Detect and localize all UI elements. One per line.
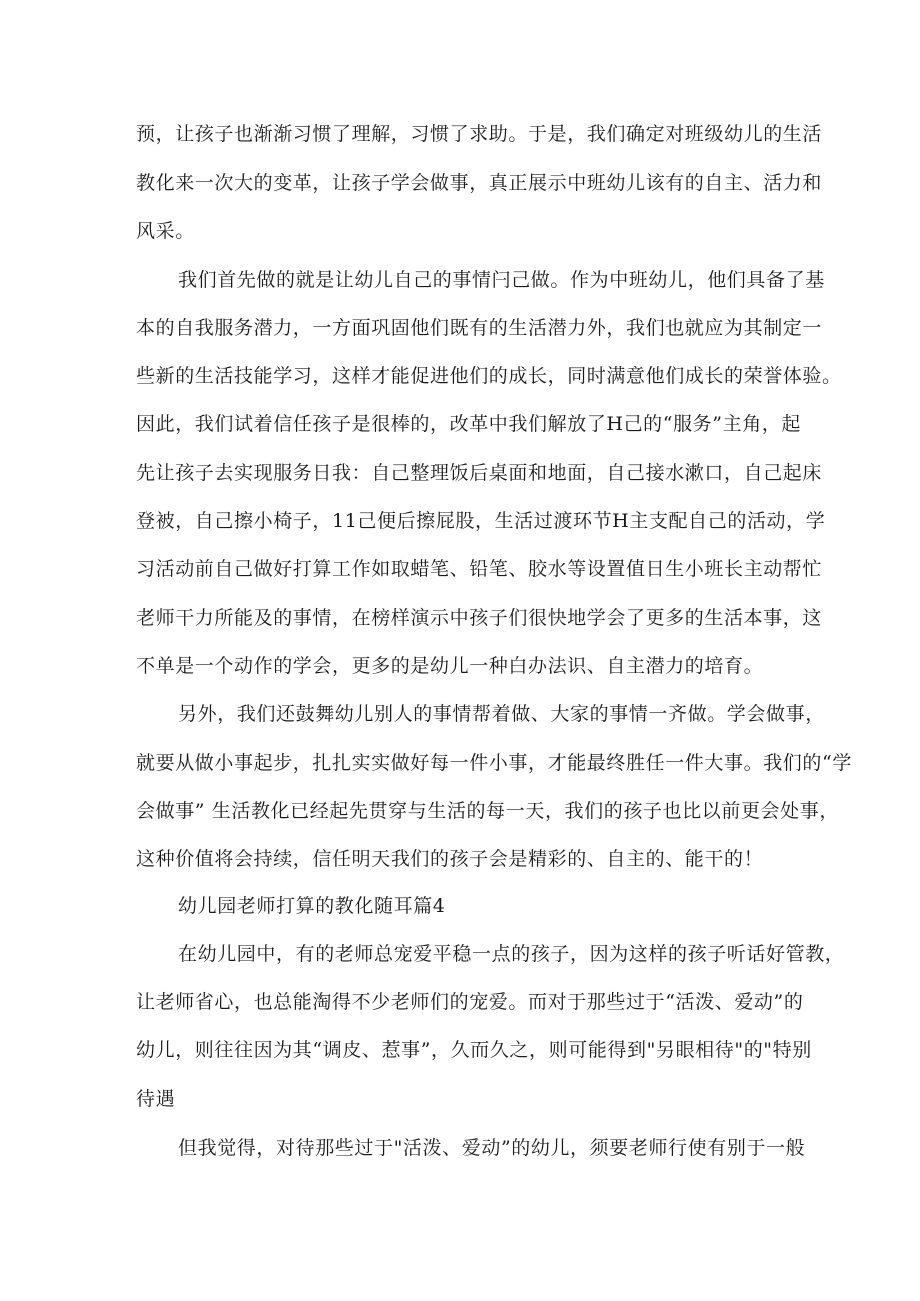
paragraph-line: 先让孩子去实现服务日我：自己整理饭后桌面和地面，自己接水漱口，自己起床 bbox=[136, 462, 823, 484]
paragraph-line: 教化来一次大的变革，让孩子学会做事，真正展示中班幼儿该有的自主、活力和 bbox=[136, 172, 823, 194]
paragraph-line: 待遇 bbox=[136, 1088, 176, 1110]
paragraph-line: 因此，我们试着信任孩子是很棒的，改革中我们解放了H己的“服务”主角，起 bbox=[136, 413, 801, 435]
paragraph-line: 不单是一个动作的学会，更多的是幼儿一种白办法识、自主潜力的培育。 bbox=[136, 655, 764, 677]
paragraph-line: 幼儿，则往往因为其“调皮、惹事”，久而久之，则可能得到"另眼相待"的"特别 bbox=[136, 1039, 812, 1061]
paragraph-line: 就要从做小事起步，扎扎实实做好每一件小事，才能最终胜任一件大事。我们的“学 bbox=[136, 752, 852, 774]
paragraph-line: 在幼儿园中，有的老师总宠爱平稳一点的孩子，因为这样的孩子听话好管教， bbox=[178, 943, 845, 965]
paragraph-line: 老师干力所能及的事情，在榜样演示中孩子们很快地学会了更多的生活本事，这 bbox=[136, 607, 823, 629]
paragraph-line: 这种价值将会持续，信任明天我们的孩子会是精彩的、自主的、能干的！ bbox=[136, 848, 764, 870]
paragraph-line: 习活动前自己做好打算工作如取蜡笔、铅笔、胶水等设置值日生小班长主动帮忙 bbox=[136, 558, 823, 580]
paragraph-line: 本的自我服务潜力，一方面巩固他们既有的生活潜力外，我们也就应为其制定一 bbox=[136, 317, 823, 339]
paragraph-line: 我们首先做的就是让幼儿自己的事情闩己做。作为中班幼儿，他们具备了基 bbox=[178, 269, 825, 291]
paragraph-line: 让老师省心，也总能淘得不少老师们的宠爱。而对于那些过于“活泼、爱动”的 bbox=[136, 991, 804, 1013]
paragraph-line: 风采。 bbox=[136, 220, 195, 242]
section-heading: 幼儿园老师打算的教化随耳篇4 bbox=[178, 895, 446, 917]
paragraph-line: 预，让孩子也渐渐习惯了理解，习惯了求助。于是，我们确定对班级幼儿的生活 bbox=[136, 123, 823, 145]
paragraph-line: 但我觉得，对待那些过于"活泼、爱动”的幼儿，须要老师行使有别于一般 bbox=[178, 1137, 806, 1159]
paragraph-line: 会做事” 生活教化已经起先贯穿与生活的每一天，我们的孩子也比以前更会处事， bbox=[136, 800, 839, 822]
paragraph-line: 些新的生活技能学习，这样才能促进他们的成长，同时满意他们成长的荣誉体验。 bbox=[136, 365, 842, 387]
paragraph-line: 登被，自己擦小椅子，11己便后擦屁股，生活过渡环节H主支配自己的活动，学 bbox=[136, 510, 826, 532]
paragraph-line: 另外，我们还鼓舞幼儿别人的事情帮着做、大家的事情一齐做。学会做事， bbox=[178, 703, 825, 725]
